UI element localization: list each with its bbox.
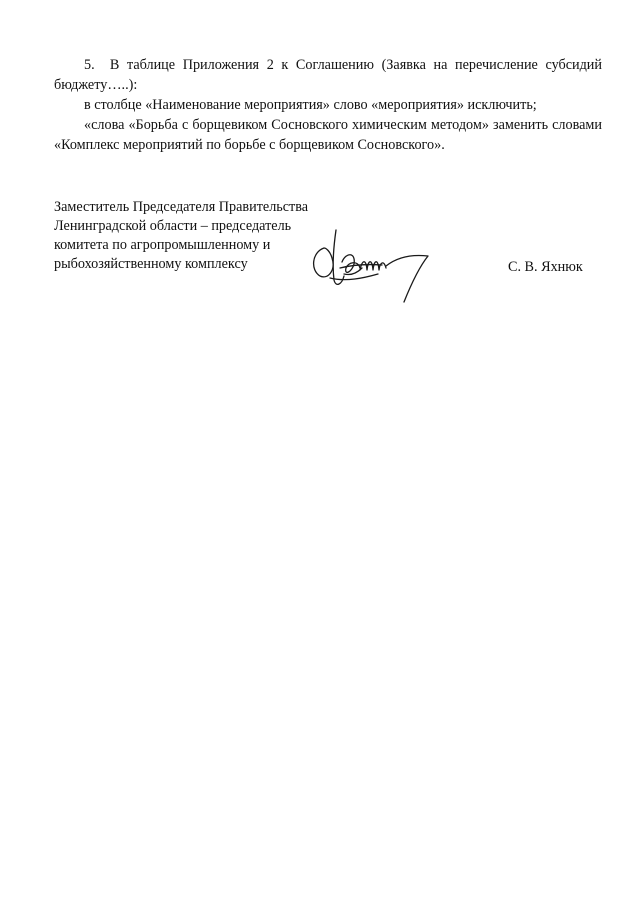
- document-body: [54, 55, 602, 155]
- signatory-title-line-2: Ленинградской области – председатель: [54, 218, 292, 234]
- signatory-title-line-4: рыбохозяйственному комплексу: [54, 256, 248, 272]
- paragraph-words-replace: «слова «Борьба с борщевиком Сосновского химическим методом» заменить словами «Комплекс мероприятий по борьбе с борщевиком Сосновского».: [54, 117, 602, 153]
- signatory-title: [54, 198, 344, 274]
- signatory-name: С. В. Яхнюк: [508, 259, 583, 275]
- signatory-title-line-3: комитета по агропромышленному и: [54, 237, 271, 253]
- handwritten-signature: [306, 218, 446, 308]
- paragraph-column-change: в столбце «Наименование мероприятия» слово «мероприятия» исключить;: [84, 97, 537, 113]
- paragraph-number: 5.: [84, 57, 95, 73]
- signatory-title-line-1: Заместитель Председателя Правительства: [54, 199, 309, 215]
- paragraph-text: В таблице Приложения 2 к Соглашению (Заявка на перечисление субсидий бюджету…..):: [54, 57, 602, 93]
- paragraph-5: [54, 55, 602, 95]
